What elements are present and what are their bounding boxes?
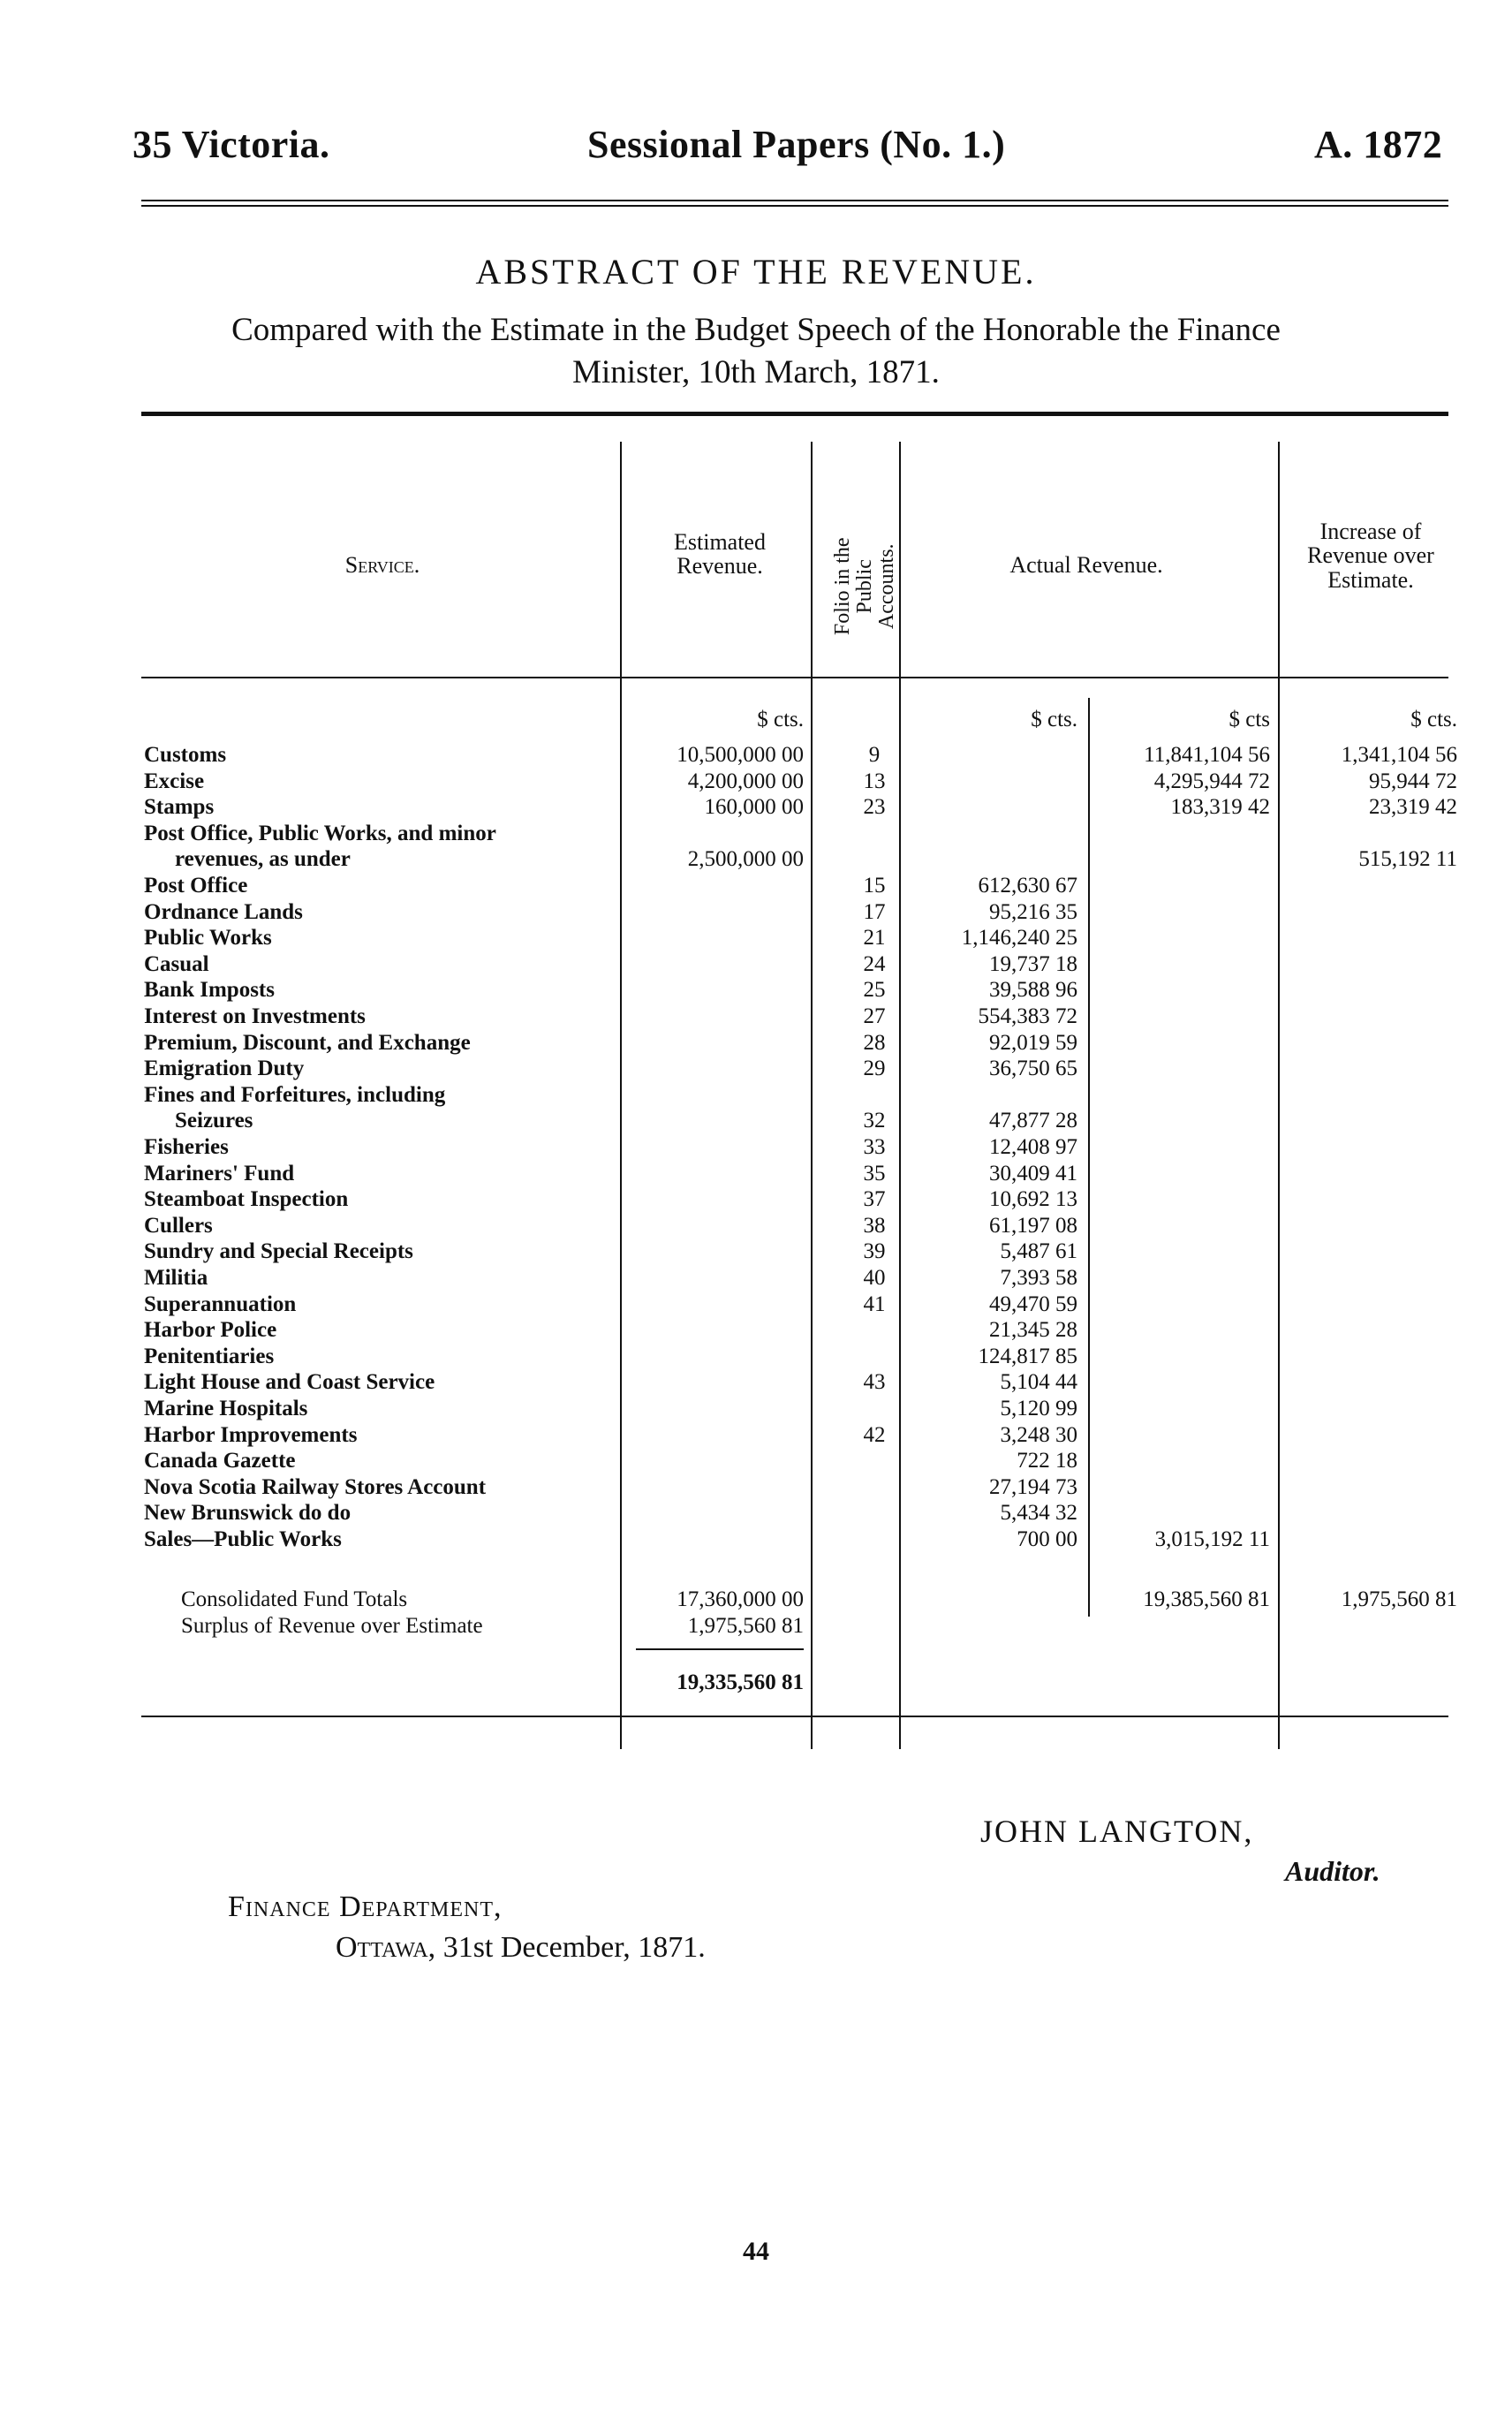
row-actual: 10,692 13 [989, 1187, 1077, 1211]
row-service: Post Office, Public Works, and minor [144, 822, 496, 845]
table-row [0, 1213, 1512, 1239]
row-actual-total: 11,841,104 56 [1144, 743, 1270, 767]
consolidated-totals-row [0, 1587, 1512, 1612]
row-folio: 42 [863, 1423, 886, 1447]
auditor-name: JOHN LANGTON, [980, 1814, 1254, 1849]
header-left: 35 Victoria. [132, 123, 330, 166]
row-actual: 124,817 85 [978, 1345, 1077, 1368]
row-actual: 95,216 35 [989, 900, 1077, 924]
row-folio: 15 [863, 874, 886, 898]
table-row [0, 873, 1512, 898]
row-actual-total: 183,319 42 [1170, 795, 1270, 819]
row-actual: 49,470 59 [989, 1292, 1077, 1316]
row-folio: 41 [863, 1292, 886, 1316]
table-row [0, 977, 1512, 1003]
row-actual: 39,588 96 [989, 978, 1077, 1002]
page-number: 44 [743, 2237, 769, 2266]
row-service: Premium, Discount, and Exchange [144, 1031, 471, 1055]
row-folio: 33 [863, 1135, 886, 1159]
row-service: Steamboat Inspection [144, 1187, 349, 1211]
row-actual: 61,197 08 [989, 1214, 1077, 1238]
row-service: Marine Hospitals [144, 1397, 308, 1420]
row-folio: 25 [863, 978, 886, 1002]
row-actual: 554,383 72 [978, 1004, 1077, 1028]
row-service: Light House and Coast Service [144, 1370, 435, 1394]
row-folio: 29 [863, 1057, 886, 1080]
row-folio: 38 [863, 1214, 886, 1238]
table-row [0, 1448, 1512, 1473]
table-row [0, 821, 1512, 846]
table-row [0, 1369, 1512, 1395]
row-actual: 5,434 32 [1000, 1501, 1077, 1525]
header-rule-bottom [141, 205, 1448, 207]
row-service: Militia [144, 1266, 208, 1290]
row-service: Harbor Improvements [144, 1423, 358, 1447]
row-estimated: 4,200,000 00 [687, 769, 804, 793]
row-folio: 17 [863, 900, 886, 924]
row-folio: 27 [863, 1004, 886, 1028]
row-folio: 13 [863, 769, 886, 793]
row-folio: 35 [863, 1162, 886, 1185]
grand-total-row [0, 1670, 1512, 1695]
consolidated-act: 19,385,560 81 [1143, 1587, 1270, 1611]
subtitle-line-2: Minister, 10th March, 1871. [572, 354, 940, 390]
table-row [0, 951, 1512, 977]
surplus-est: 1,975,560 81 [687, 1614, 804, 1638]
table-row [0, 1292, 1512, 1317]
row-service: Bank Imposts [144, 978, 275, 1002]
place-date-line [336, 1931, 706, 1965]
row-actual: 30,409 41 [989, 1162, 1077, 1185]
row-folio: 21 [863, 926, 886, 950]
table-row [0, 1134, 1512, 1160]
auditor-title: Auditor. [1285, 1855, 1380, 1887]
col-header-folio: Folio in the Public Accounts. [831, 537, 899, 636]
row-service: Post Office [144, 874, 248, 898]
units-row [0, 707, 1512, 732]
grand-total-rule [636, 1648, 804, 1650]
table-row [0, 899, 1512, 925]
table-row [0, 1474, 1512, 1500]
row-increase: 95,944 72 [1369, 769, 1457, 793]
row-actual: 722 18 [1017, 1449, 1077, 1473]
header-right: A. 1872 [1314, 123, 1443, 166]
col-header-estimated: Estimated Revenue. [674, 529, 766, 579]
row-folio: 43 [863, 1370, 886, 1394]
row-actual-total: 3,015,192 11 [1154, 1527, 1270, 1551]
table-row [0, 1161, 1512, 1186]
row-folio: 28 [863, 1031, 886, 1055]
row-actual: 27,194 73 [989, 1475, 1077, 1499]
row-actual: 21,345 28 [989, 1318, 1077, 1342]
row-folio: 23 [863, 795, 886, 819]
consolidated-label: Consolidated Fund Totals [181, 1587, 408, 1611]
row-actual: 1,146,240 25 [961, 926, 1077, 950]
subtitle-line-1: Compared with the Estimate in the Budget Speech of the Honorable the Finance [231, 312, 1281, 348]
row-service: Seizures [175, 1109, 253, 1132]
row-increase: 23,319 42 [1369, 795, 1457, 819]
row-folio: 39 [863, 1239, 886, 1263]
table-row [0, 1317, 1512, 1343]
row-estimated: 2,500,000 00 [687, 847, 804, 871]
row-service: Nova Scotia Railway Stores Account [144, 1475, 487, 1499]
row-folio: 24 [863, 952, 886, 976]
table-row [0, 794, 1512, 820]
date: 31st December, 1871. [442, 1931, 706, 1964]
row-service: Ordnance Lands [144, 900, 303, 924]
units-inc: $ cts. [1410, 708, 1457, 731]
table-row [0, 1500, 1512, 1526]
col-header-increase: Increase of Revenue over Estimate. [1307, 519, 1434, 593]
row-service: Customs [144, 743, 227, 767]
row-service: Canada Gazette [144, 1449, 296, 1473]
table-row [0, 1344, 1512, 1369]
row-actual: 5,104 44 [1000, 1370, 1077, 1394]
row-actual: 36,750 65 [989, 1057, 1077, 1080]
row-service: Casual [144, 952, 209, 976]
row-actual: 12,408 97 [989, 1135, 1077, 1159]
document-title: ABSTRACT OF THE REVENUE. [475, 252, 1037, 292]
consolidated-est: 17,360,000 00 [677, 1587, 804, 1611]
table-row [0, 1186, 1512, 1212]
row-estimated: 10,500,000 00 [677, 743, 804, 767]
row-service: Excise [144, 769, 205, 793]
row-service: Mariners' Fund [144, 1162, 295, 1185]
row-actual: 5,120 99 [1000, 1397, 1077, 1420]
grand-total: 19,335,560 81 [677, 1670, 804, 1694]
row-actual-total: 4,295,944 72 [1153, 769, 1270, 793]
table-row [0, 1239, 1512, 1264]
row-increase: 515,192 11 [1358, 847, 1457, 871]
col-header-service: Service. [344, 552, 420, 578]
table-row [0, 1265, 1512, 1291]
row-folio: 32 [863, 1109, 886, 1132]
row-service: Fines and Forfeitures, including [144, 1083, 446, 1107]
row-service: Harbor Police [144, 1318, 277, 1342]
row-actual: 19,737 18 [989, 952, 1077, 976]
consolidated-inc: 1,975,560 81 [1341, 1587, 1457, 1611]
row-estimated: 160,000 00 [704, 795, 804, 819]
col-header-actual: Actual Revenue. [1009, 552, 1163, 578]
table-row [0, 1396, 1512, 1421]
table-row [0, 1082, 1512, 1108]
title-rule [141, 412, 1448, 416]
finance-department: Finance Department, [228, 1890, 503, 1923]
table-row [0, 769, 1512, 794]
row-service: Superannuation [144, 1292, 297, 1316]
row-folio: 9 [868, 743, 881, 767]
row-service: Penitentiaries [144, 1345, 275, 1368]
table-row [0, 1004, 1512, 1029]
row-service: New Brunswick do do [144, 1501, 352, 1525]
row-service: Cullers [144, 1214, 213, 1238]
row-actual: 5,487 61 [1000, 1239, 1077, 1263]
row-actual: 700 00 [1017, 1527, 1077, 1551]
surplus-row [0, 1613, 1512, 1639]
table-row [0, 1030, 1512, 1056]
table-row [0, 1422, 1512, 1448]
row-actual: 7,393 58 [1000, 1266, 1077, 1290]
table-row [0, 742, 1512, 768]
units-act2: $ cts [1228, 708, 1270, 731]
row-actual: 612,630 67 [978, 874, 1077, 898]
row-service: Emigration Duty [144, 1057, 305, 1080]
row-actual: 47,877 28 [989, 1109, 1077, 1132]
row-service: Sundry and Special Receipts [144, 1239, 413, 1263]
header-rule-top [141, 200, 1448, 201]
units-est: $ cts. [757, 708, 804, 731]
row-actual: 92,019 59 [989, 1031, 1077, 1055]
table-header-rule [141, 677, 1448, 678]
table-row [0, 1526, 1512, 1552]
table-row [0, 1056, 1512, 1081]
table-row [0, 1108, 1512, 1133]
header-center: Sessional Papers (No. 1.) [587, 123, 1006, 166]
row-service: Sales—Public Works [144, 1527, 342, 1551]
row-service: revenues, as under [175, 847, 351, 871]
table-bottom-rule [141, 1716, 1448, 1717]
row-service: Public Works [144, 926, 272, 950]
row-service: Fisheries [144, 1135, 229, 1159]
table-row [0, 925, 1512, 951]
row-folio: 37 [863, 1187, 886, 1211]
row-service: Interest on Investments [144, 1004, 366, 1028]
table-row [0, 846, 1512, 872]
units-act: $ cts. [1031, 708, 1077, 731]
surplus-label: Surplus of Revenue over Estimate [181, 1614, 483, 1638]
place: Ottawa, [336, 1931, 436, 1964]
row-increase: 1,341,104 56 [1341, 743, 1457, 767]
row-service: Stamps [144, 795, 215, 819]
row-folio: 40 [863, 1266, 886, 1290]
row-actual: 3,248 30 [1000, 1423, 1077, 1447]
